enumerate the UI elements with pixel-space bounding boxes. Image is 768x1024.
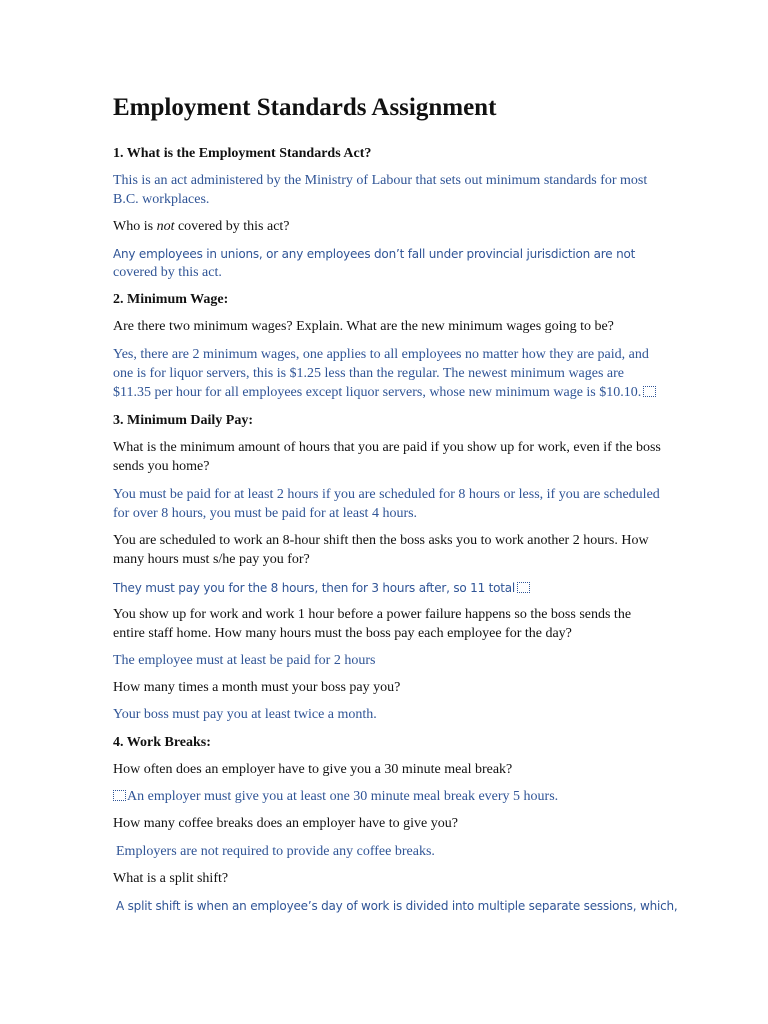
missing-glyph-icon — [517, 582, 530, 593]
question-text-line: entire staff home. How many hours must the boss pay each employee for the day? — [113, 626, 572, 641]
question-text-line — [113, 218, 290, 236]
answer-text-line — [113, 384, 656, 402]
answer-text-line: one is for liquor servers, this is $1.25 less than the regular. The newest minimum wages are — [113, 366, 625, 381]
answer-text: An employer must give you at least one 30 minute meal break every 5 hours. — [127, 789, 559, 804]
answer-text-line: Your boss must pay you at least twice a month. — [113, 707, 377, 722]
question-text-line: What is a split shift? — [113, 871, 229, 886]
question-text-line: many hours must s/he pay you for? — [113, 552, 310, 567]
question-text-line: What is the minimum amount of hours that you are paid if you show up for work, even if the boss — [113, 440, 661, 455]
question-text-line: sends you home? — [113, 459, 210, 474]
question-text-line: Are there two minimum wages? Explain. What are the new minimum wages going to be? — [113, 319, 614, 334]
answer-text-line — [113, 788, 558, 806]
question-text-line: How many coffee breaks does an employer have to give you? — [113, 816, 458, 831]
answer-text-line: Any employees in unions, or any employees don’t fall under provincial jurisdiction are not — [113, 247, 636, 261]
section-heading-work-breaks: 4. Work Breaks: — [113, 735, 211, 750]
section-heading-minimum-daily-pay: 3. Minimum Daily Pay: — [113, 413, 253, 428]
answer-text: They must pay you for the 8 hours, then for 3 hours after, so 11 total — [113, 581, 516, 595]
question-text-line: How often does an employer have to give you a 30 minute meal break? — [113, 762, 513, 777]
question-prefix: Who is — [113, 219, 157, 234]
question-text-line: You show up for work and work 1 hour before a power failure happens so the boss sends the — [113, 607, 632, 622]
missing-glyph-icon — [113, 790, 126, 801]
answer-text-line: Yes, there are 2 minimum wages, one applies to all employees no matter how they are paid, and — [113, 347, 649, 362]
question-text-line: You are scheduled to work an 8-hour shift then the boss asks you to work another 2 hours. How — [113, 533, 649, 548]
question-suffix: covered by this act? — [174, 219, 290, 234]
emphasis-not: not — [156, 219, 175, 234]
answer-text-line — [113, 579, 530, 597]
document-title: Employment Standards Assignment — [113, 94, 497, 121]
answer-text-line: covered by this act. — [113, 265, 222, 280]
answer-text-line: This is an act administered by the Ministry of Labour that sets out minimum standards for most — [113, 173, 648, 188]
section-heading-minimum-wage: 2. Minimum Wage: — [113, 292, 229, 307]
missing-glyph-icon — [643, 386, 656, 397]
answer-text-line: You must be paid for at least 2 hours if you are scheduled for 8 hours or less, if you are scheduled — [113, 487, 660, 502]
answer-text-line: The employee must at least be paid for 2 hours — [113, 653, 376, 668]
answer-text: $11.35 per hour for all employees except liquor servers, whose new minimum wage is $10.10. — [113, 385, 642, 400]
answer-text-line: for over 8 hours, you must be paid for at least 4 hours. — [113, 506, 418, 521]
section-heading-employment-standards-act: 1. What is the Employment Standards Act? — [113, 146, 372, 161]
answer-text-line: B.C. workplaces. — [113, 192, 210, 207]
answer-text-line: Employers are not required to provide any coffee breaks. — [116, 844, 435, 859]
question-text-line: How many times a month must your boss pay you? — [113, 680, 401, 695]
answer-text-line: A split shift is when an employee’s day of work is divided into multiple separate sessions, which, — [116, 899, 678, 913]
